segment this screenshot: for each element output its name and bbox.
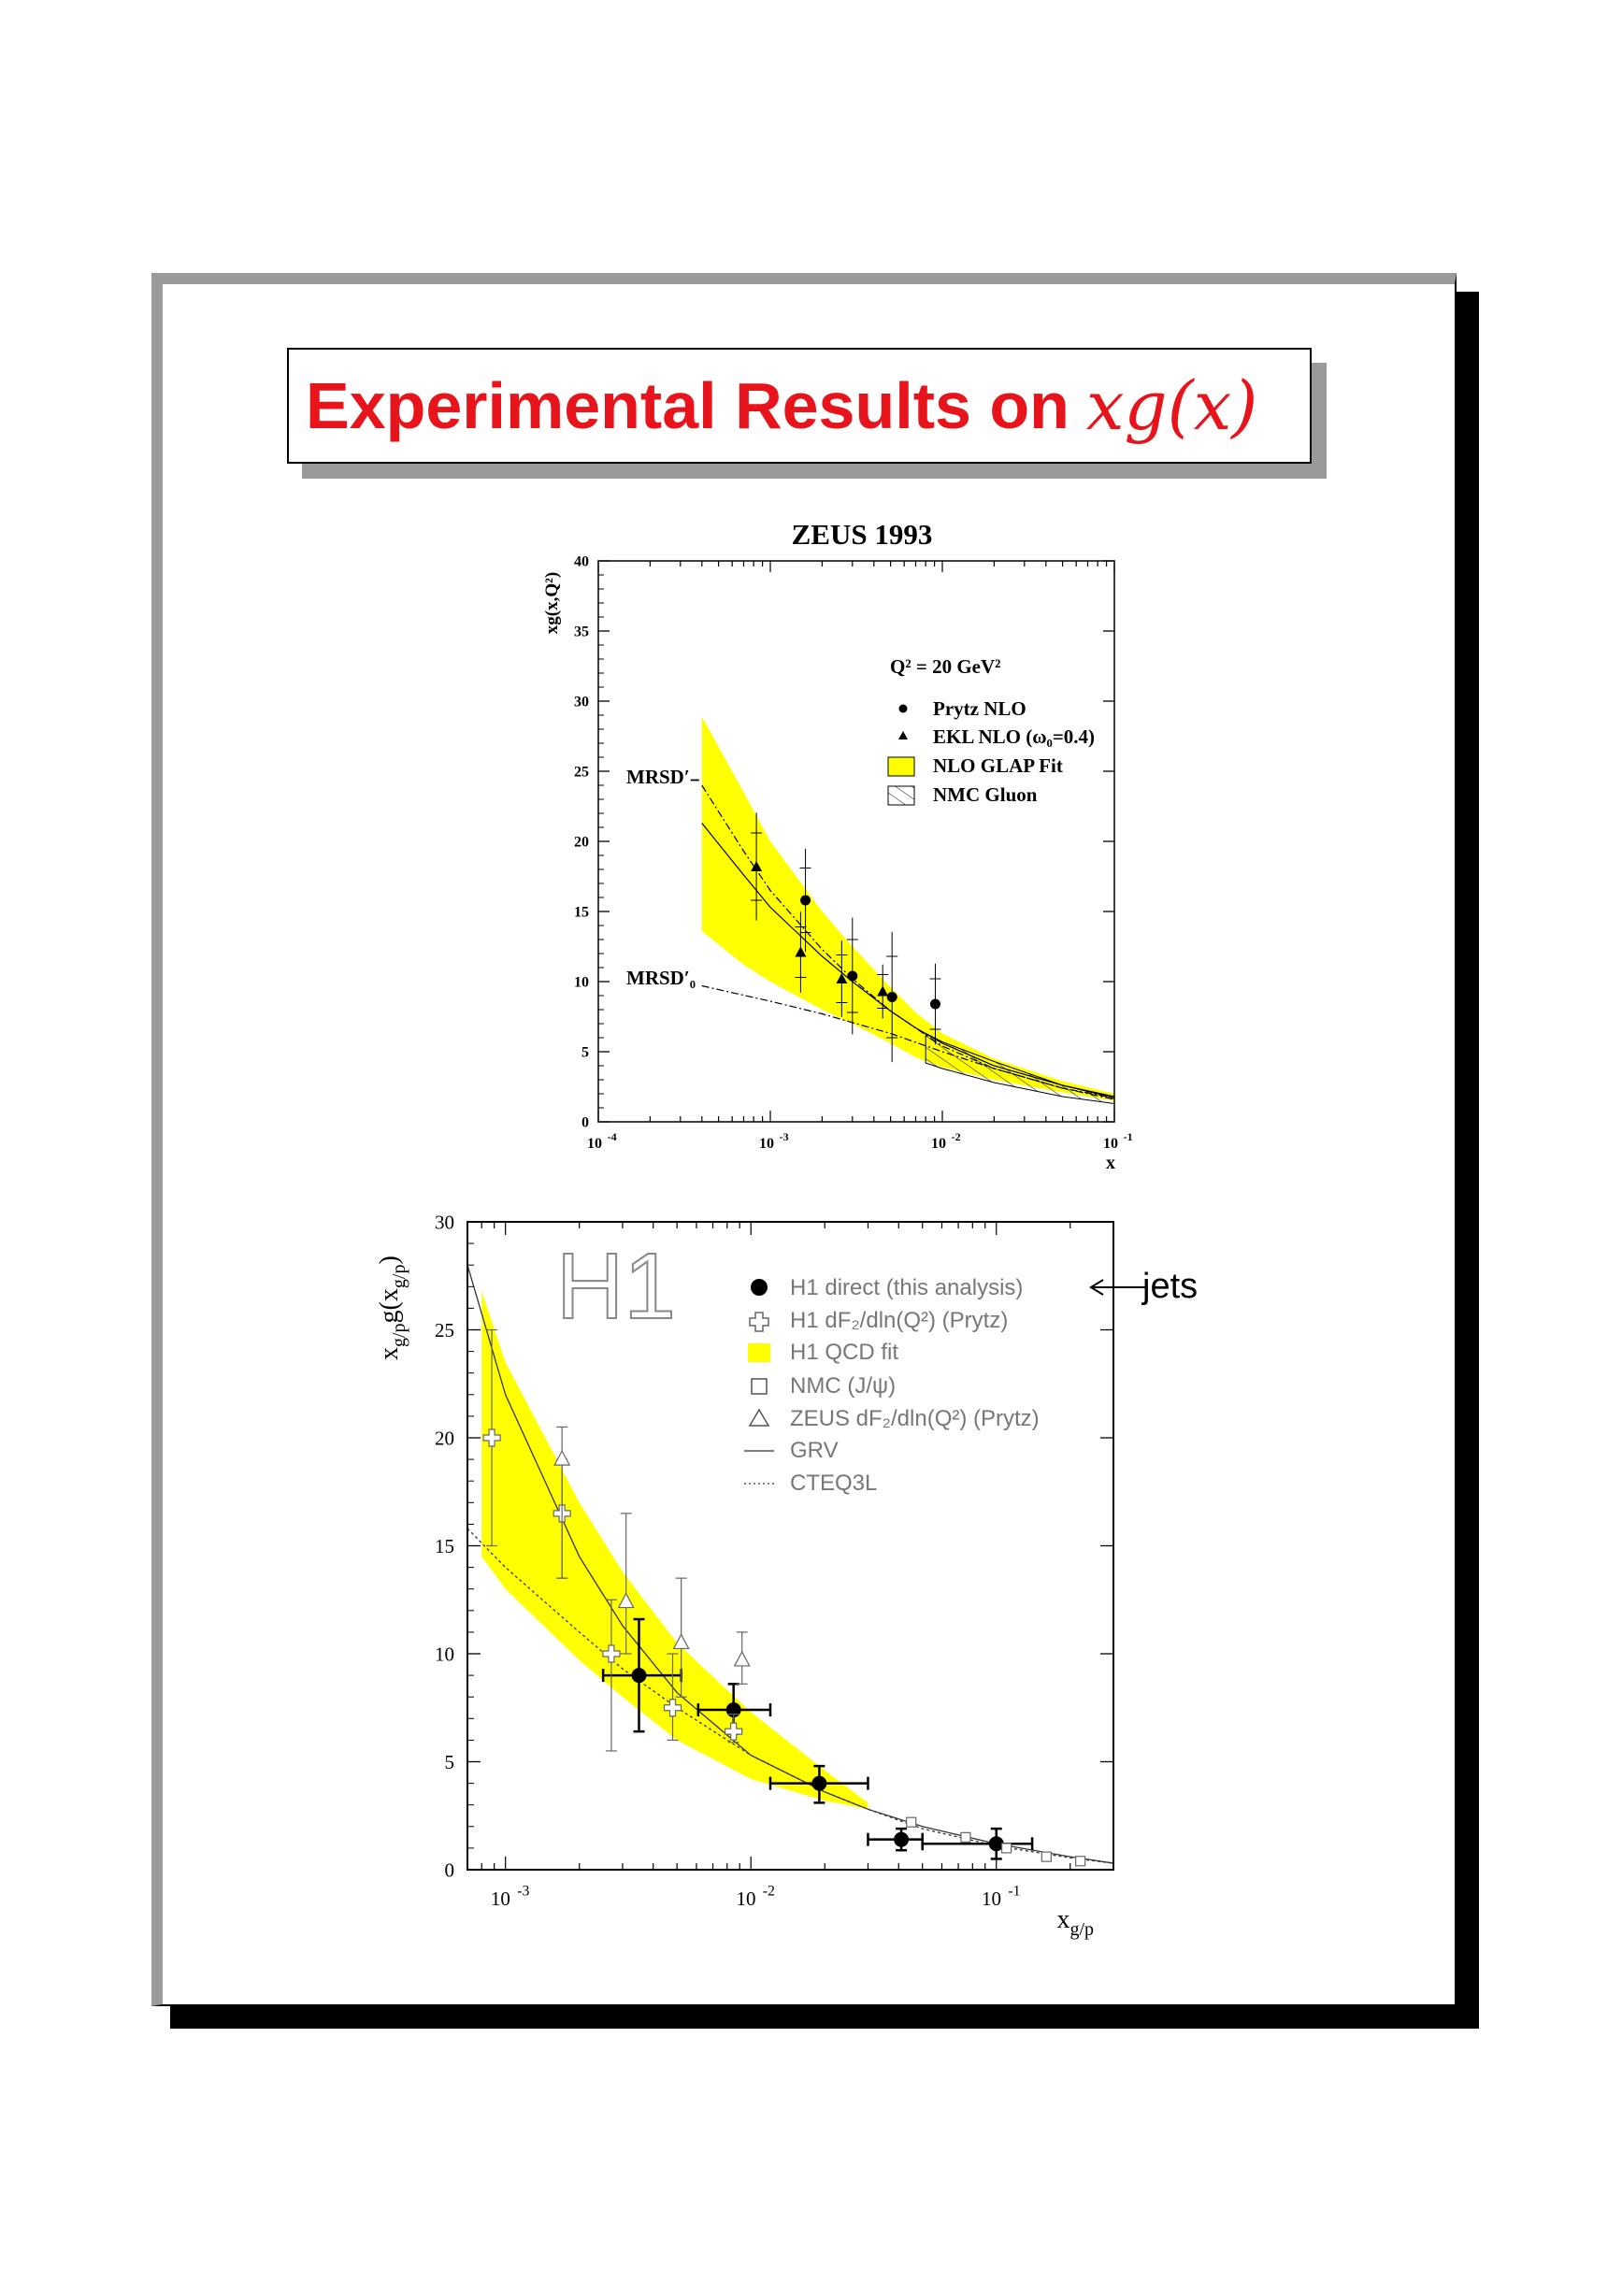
h1-x-tick-exponent: -3 xyxy=(517,1883,530,1900)
zeus-title: ZEUS 1993 xyxy=(791,518,933,551)
zeus-ticks xyxy=(574,554,1133,1152)
zeus-x-tick-exponent: -4 xyxy=(607,1130,617,1143)
jets-label: jets xyxy=(1142,1267,1199,1306)
h1-legend-label: CTEQ3L xyxy=(790,1471,878,1496)
zeus-point-circle xyxy=(800,896,811,906)
zeus-legend-label: EKL NLO (ω₀=0.4) xyxy=(933,725,1096,748)
zeus-y-tick-label: 15 xyxy=(574,904,589,921)
h1-y-tick-label: 0 xyxy=(444,1858,454,1882)
zeus-x-tick-exponent: -2 xyxy=(951,1130,961,1143)
h1-legend-square-icon xyxy=(752,1379,767,1394)
zeus-legend-header: Q² = 20 GeV² xyxy=(890,655,1001,678)
h1-point-square xyxy=(961,1832,970,1842)
zeus-legend-label: NLO GLAP Fit xyxy=(933,754,1063,777)
zeus-y-tick-label: 10 xyxy=(574,974,589,991)
zeus-chart xyxy=(542,518,1133,1173)
h1-point-square xyxy=(907,1817,916,1827)
h1-chart xyxy=(375,1211,1198,1940)
zeus-plot-frame xyxy=(598,561,1114,1122)
h1-legend-label: ZEUS dF₂/dln(Q²) (Prytz) xyxy=(790,1406,1040,1431)
zeus-y-axis-label: xg(x,Q²) xyxy=(542,571,562,635)
h1-point-square xyxy=(1076,1857,1085,1866)
zeus-x-tick-label: 10 xyxy=(931,1136,946,1152)
h1-point-square xyxy=(1002,1844,1012,1853)
h1-qcd-band xyxy=(481,1291,868,1809)
zeus-legend-triangle-icon xyxy=(898,731,908,739)
zeus-y-tick-label: 25 xyxy=(574,764,589,781)
page-title-math: xg(x) xyxy=(1085,366,1258,445)
h1-legend-cross-icon xyxy=(750,1313,768,1331)
h1-legend-label: GRV xyxy=(790,1438,839,1463)
h1-point-triangle xyxy=(735,1652,750,1666)
h1-point-filled-circle xyxy=(894,1832,909,1847)
h1-x-tick-exponent: -2 xyxy=(762,1883,775,1900)
zeus-y-tick-label: 5 xyxy=(581,1044,589,1061)
h1-y-tick-label: 25 xyxy=(435,1318,454,1342)
h1-y-axis-label: $x_{g/p}g(x_{g/p})$ xyxy=(375,1256,409,1360)
zeus-point-circle xyxy=(887,992,897,1002)
zeus-x-tick-exponent: -1 xyxy=(1123,1130,1133,1143)
zeus-x-tick-label: 10 xyxy=(759,1136,774,1152)
h1-logo-title: H1 xyxy=(556,1234,676,1339)
h1-point-triangle xyxy=(674,1634,689,1648)
zeus-annotation-mrsd-zero: MRSD′₀ xyxy=(626,967,696,989)
h1-x-tick-label: 10 xyxy=(490,1887,510,1910)
h1-point-filled-circle xyxy=(632,1668,647,1683)
h1-y-tick-label: 15 xyxy=(435,1534,454,1557)
zeus-point-circle xyxy=(847,971,857,982)
zeus-x-tick-exponent: -3 xyxy=(779,1130,789,1143)
zeus-y-tick-label: 20 xyxy=(574,834,589,851)
h1-legend-label: NMC (J/ψ) xyxy=(790,1373,897,1399)
h1-legend-label: H1 QCD fit xyxy=(790,1340,899,1365)
h1-x-axis-label: $x_{g/p}$ xyxy=(1056,1905,1094,1940)
zeus-y-tick-label: 35 xyxy=(574,624,589,640)
h1-point-filled-circle xyxy=(811,1776,826,1791)
zeus-x-tick-label: 10 xyxy=(1103,1136,1118,1152)
zeus-x-tick-label: 10 xyxy=(587,1136,602,1152)
h1-legend-filled-circle-icon xyxy=(751,1279,768,1296)
zeus-y-tick-label: 0 xyxy=(581,1114,589,1131)
zeus-y-tick-label: 30 xyxy=(574,694,589,710)
h1-point-square xyxy=(1041,1852,1051,1861)
zeus-legend-band-swatch xyxy=(888,757,914,776)
h1-x-tick-exponent: -1 xyxy=(1008,1883,1021,1900)
h1-y-tick-label: 30 xyxy=(435,1211,454,1234)
h1-legend-band-swatch xyxy=(748,1343,770,1362)
zeus-legend-hatch-swatch xyxy=(888,786,914,805)
zeus-legend-label: NMC Gluon xyxy=(933,783,1038,806)
page-title: Experimental Results on xyxy=(306,369,1069,442)
zeus-y-tick-label: 40 xyxy=(574,553,589,570)
h1-point-triangle xyxy=(554,1451,569,1465)
h1-y-tick-label: 5 xyxy=(444,1750,454,1773)
h1-y-tick-label: 20 xyxy=(435,1427,454,1450)
zeus-legend-label: Prytz NLO xyxy=(933,697,1026,720)
zeus-x-axis-label: x xyxy=(1106,1153,1115,1173)
zeus-point-circle xyxy=(930,999,940,1010)
h1-legend-label: H1 direct (this analysis) xyxy=(790,1275,1024,1300)
zeus-annotation-mrsd-minus: MRSD′₋ xyxy=(626,766,700,788)
h1-legend-triangle-icon xyxy=(750,1410,768,1426)
h1-legend-label: H1 dF₂/dln(Q²) (Prytz) xyxy=(790,1308,1009,1333)
zeus-legend-circle-icon xyxy=(899,705,908,713)
h1-y-tick-label: 10 xyxy=(435,1643,454,1666)
h1-x-tick-label: 10 xyxy=(736,1887,756,1910)
h1-x-tick-label: 10 xyxy=(981,1887,1001,1910)
